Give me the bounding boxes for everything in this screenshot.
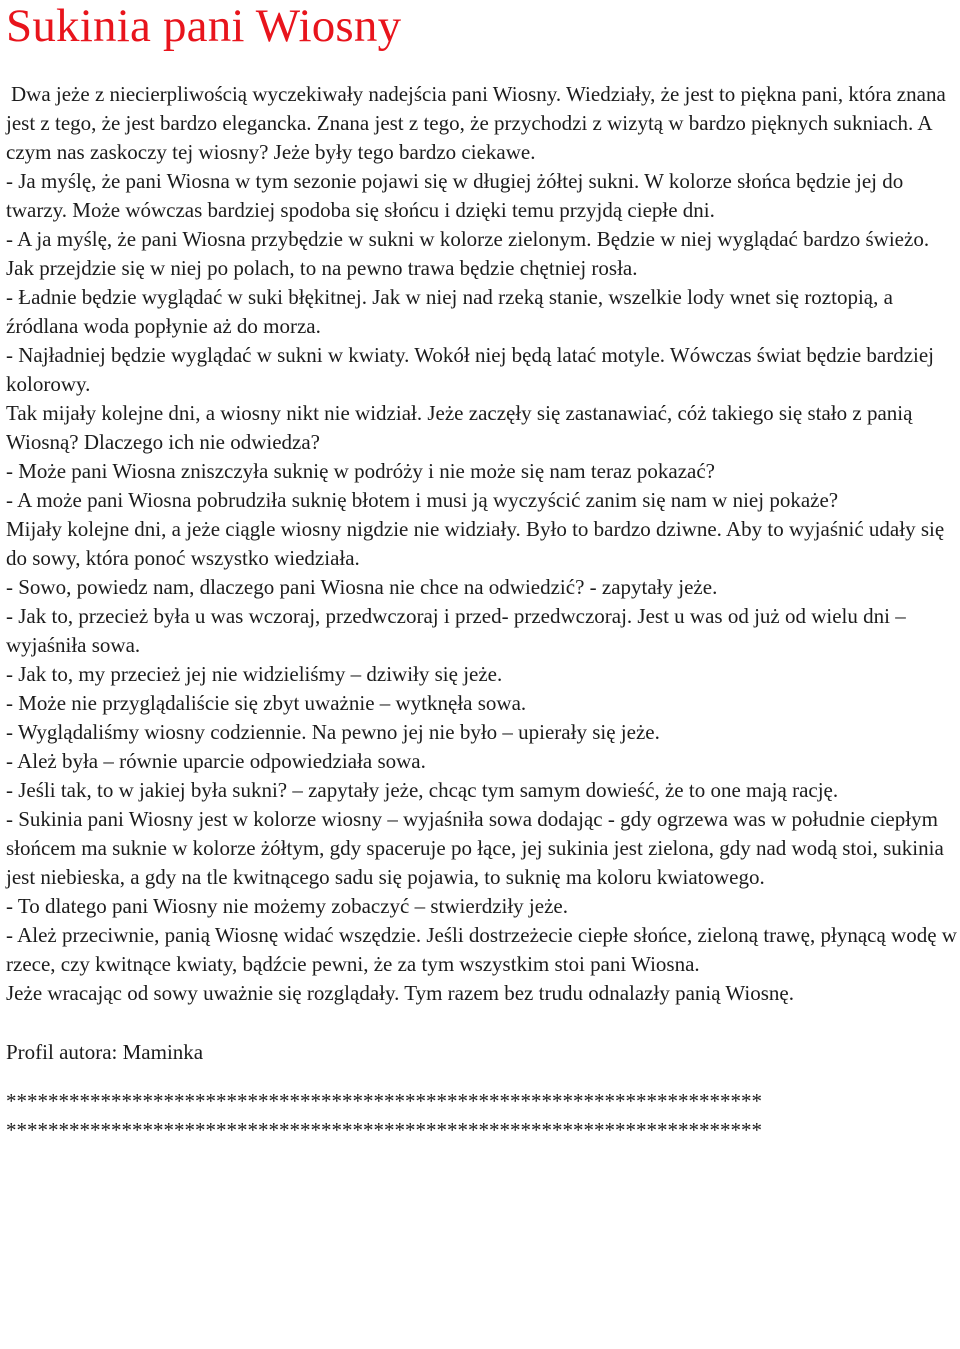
document-page <box>6 0 958 1145</box>
story-body <box>6 80 958 1008</box>
story-paragraph: Mijały kolejne dni, a jeże ciągle wiosny nigdzie nie widziały. Było to bardzo dziwne. Aby to wyjaśnić udały się do sowy, która ponoć wszystko wiedziała. <box>6 517 945 570</box>
story-paragraph: - Może nie przyglądaliście się zbyt uważnie – wytknęła sowa. <box>6 691 527 715</box>
story-paragraph: - Jeśli tak, to w jakiej była sukni? – zapytały jeże, chcąc tym samym dowieść, że to one mają rację. <box>6 778 839 802</box>
story-paragraph: - Ładnie będzie wyglądać w suki błękitnej. Jak w niej nad rzeką stanie, wszelkie lody wnet się roztopią, a źródlana woda popłynie aż do morza. <box>6 285 893 338</box>
story-paragraph: Tak mijały kolejne dni, a wiosny nikt nie widział. Jeże zaczęły się zastanawiać, cóż takiego się stało z panią Wiosną? Dlaczego ich nie odwiedza? <box>6 401 913 454</box>
story-paragraph: - Sowo, powiedz nam, dlaczego pani Wiosna nie chce na odwiedzić? - zapytały jeże. <box>6 575 718 599</box>
story-paragraph: - Ależ była – równie uparcie odpowiedziała sowa. <box>6 749 426 773</box>
story-paragraph: - Sukinia pani Wiosny jest w kolorze wiosny – wyjaśniła sowa dodając - gdy ogrzewa was w południe ciepłym słońcem ma suknie w kolorze żółtym, gdy spaceruje po łące, jej sukinia jest zielona, gdy nad wodą stoi, sukinia jest niebieska, a gdy na tle kwitnącego sadu się pojawia, to suknię ma koloru kwiatowego. <box>6 807 944 889</box>
story-paragraph: - Najładniej będzie wyglądać w sukni w kwiaty. Wokół niej będą latać motyle. Wówczas świat będzie bardziej kolorowy. <box>6 343 935 396</box>
story-paragraph: Dwa jeże z niecierpliwością wyczekiwały nadejścia pani Wiosny. Wiedziały, że jest to piękna pani, która znana jest z tego, że jest bardzo elegancka. Znana jest z tego, że przychodzi z wizytą w bardzo pięknych sukniach. A czym nas zaskoczy tej wiosny? Jeże były tego bardzo ciekawe. <box>6 82 946 164</box>
separator-stars-1: ************************************************************************ <box>6 1089 762 1113</box>
story-paragraph: Jeże wracając od sowy uważnie się rozglądały. Tym razem bez trudu odnalazły panią Wiosnę. <box>6 981 794 1005</box>
story-paragraph: - A ja myślę, że pani Wiosna przybędzie w sukni w kolorze zielonym. Będzie w niej wyglądać bardzo świeżo. Jak przejdzie się w niej po polach, to na pewno trawa będzie chętniej rosła. <box>6 227 930 280</box>
story-paragraph: - Jak to, my przecież jej nie widzieliśmy – dziwiły się jeże. <box>6 662 503 686</box>
story-paragraph: - Ja myślę, że pani Wiosna w tym sezonie pojawi się w długiej żółtej sukni. W kolorze słońca będzie jej do twarzy. Może wówczas bardziej spodoba się słońcu i dzięki temu przyjdą ciepłe dni. <box>6 169 904 222</box>
separator-stars-2: ************************************************************************ <box>6 1118 762 1142</box>
story-paragraph: - Może pani Wiosna zniszczyła suknię w podróży i nie może się nam teraz pokazać? <box>6 459 715 483</box>
story-paragraph: - Jak to, przecież była u was wczoraj, przedwczoraj i przed- przedwczoraj. Jest u was od już od wielu dni – wyjaśniła sowa. <box>6 604 906 657</box>
story-title: Sukinia pani Wiosny <box>6 0 402 52</box>
story-paragraph: - To dlatego pani Wiosny nie możemy zobaczyć – stwierdziły jeże. <box>6 894 568 918</box>
author-profile: Profil autora: Maminka <box>6 1040 204 1064</box>
story-paragraph: - A może pani Wiosna pobrudziła suknię błotem i musi ją wyczyścić zanim się nam w niej pokaże? <box>6 488 839 512</box>
story-paragraph: - Wyglądaliśmy wiosny codziennie. Na pewno jej nie było – upierały się jeże. <box>6 720 660 744</box>
story-paragraph: - Ależ przeciwnie, panią Wiosnę widać wszędzie. Jeśli dostrzeżecie ciepłe słońce, zieloną trawę, płynącą wodę w rzece, czy kwitnące kwiaty, bądźcie pewni, że za tym wszystkim stoi pani Wiosna. <box>6 923 957 976</box>
